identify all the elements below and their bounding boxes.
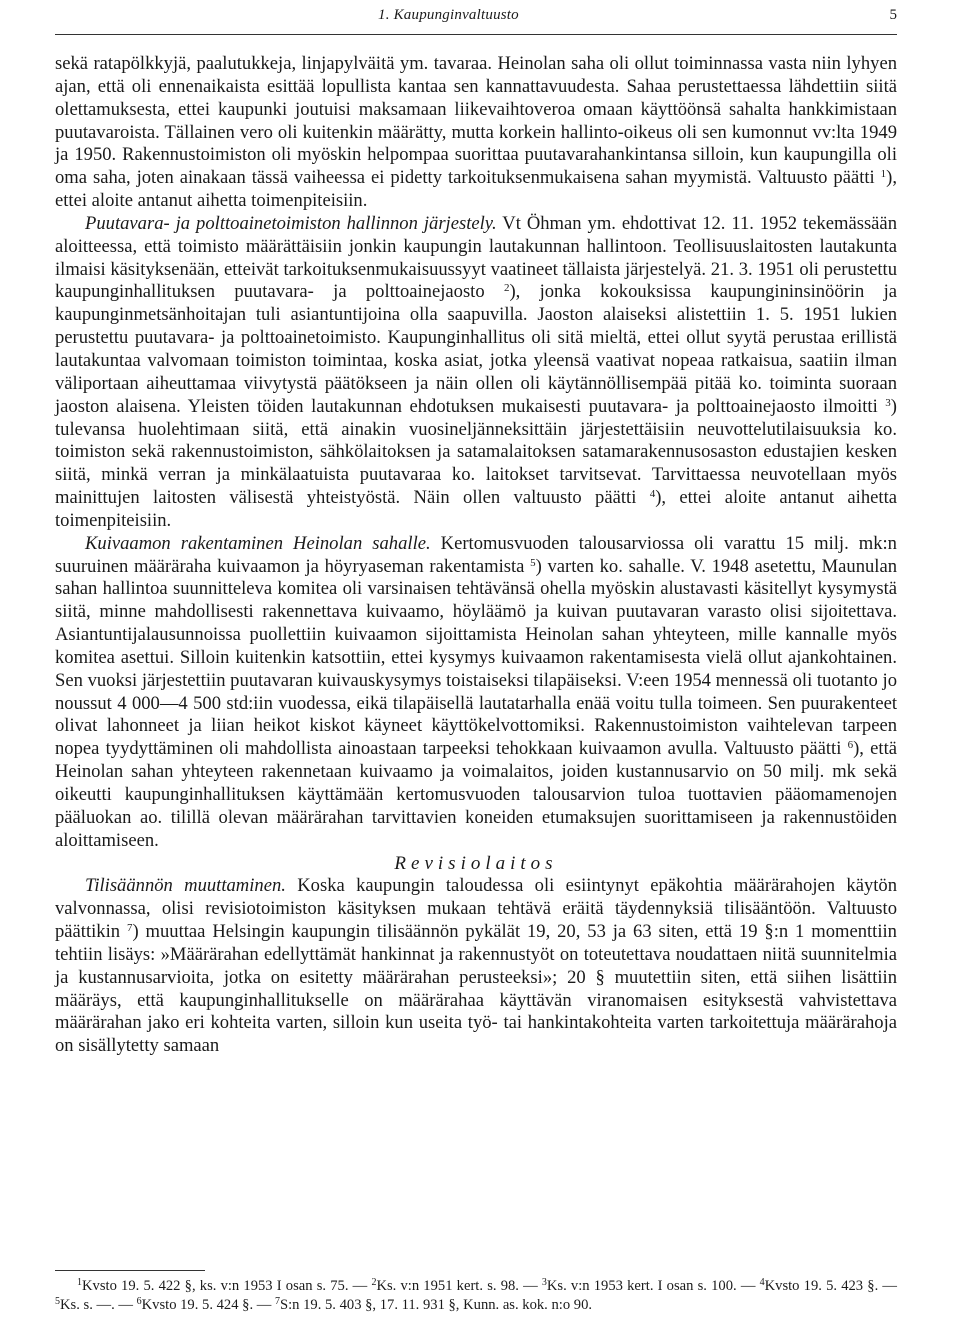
paragraph-text: Koska kaupungin taloudessa oli esiintynyt epäkohtia määrärahojen käytön valvonnassa, olisi revisiotoimiston käsityksen mukaan tehtävä eräitä täydennyksiä tilisääntöön. Valtuusto päättikin	[55, 875, 898, 943]
running-header	[55, 7, 897, 31]
footnote-text: Ks. s. —. —	[60, 1296, 137, 1313]
paragraph-heading: Kuivaamon rakentaminen Heinolan sahalle.	[85, 532, 431, 554]
paragraph-text: ) tulevansa huolehtimaan siitä, että ainakin vuosineljänneksittäin järjestettäisiin neuvottelutilaisuuksia ko. toimiston sekä rakennustoimiston, sähkölaitoksen ja satamalaitoksen satamarakennusosaston edustajien kesken siitä, minkä verran ja minkälaatuista puutavaraa ko. laitokset tarvitsevat. Tarvittaessa neuvotellaan myös mainittujen laitosten välisestä yhteistyöstä. Näin ollen valtuusto päätti	[55, 395, 897, 509]
footnote-rule	[55, 1270, 205, 1271]
paragraph-text: Vt Öhman ym. ehdottivat 12. 11. 1952 tekemässään aloitteessa, että toimisto määrättäisiin jonkin kaupungin lautakunnan hallintoon. Teollisuuslaitosten lautakunta ilmaisi käsityksenään, etteivät tarkoituksenmukaisuussyyt vaatineet tällaista järjestelyä. 21. 3. 1951 oli perustettu kaupunginhallituksen puutavara- ja polttoainejaosto	[55, 212, 897, 303]
paragraph-text: ), ettei aloite antanut aihetta toimenpiteisiin.	[55, 167, 897, 212]
page-number: 5	[889, 7, 897, 23]
footnote-text: Kvsto 19. 5. 424 §. —	[141, 1296, 275, 1313]
footnote-ref: 1	[880, 168, 887, 181]
footnote-ref: 7	[126, 922, 133, 935]
footnote-text: Ks. v:n 1953 kert. I osan s. 100. —	[546, 1278, 760, 1294]
footnote-ref: 2	[503, 282, 510, 295]
paragraph-text: ), ettei aloite antanut aihetta toimenpiteisiin.	[55, 487, 897, 531]
header-rule	[55, 34, 897, 35]
paragraph-saha	[55, 53, 897, 213]
footnote-mark: 1	[77, 1277, 82, 1288]
paragraph-kuivaamo	[55, 533, 897, 853]
body-text	[55, 53, 897, 1058]
footnote-block	[55, 1277, 897, 1314]
footnote-ref: 3	[885, 396, 891, 409]
footnote-ref: 6	[847, 739, 854, 752]
section-heading: Revisiolaitos	[394, 852, 558, 874]
footnote-mark: 2	[371, 1277, 377, 1288]
paragraph-puutavara	[55, 213, 897, 533]
footnote-text: Ks. v:n 1951 kert. s. 98. —	[376, 1278, 542, 1294]
footnote-mark: 4	[759, 1277, 765, 1288]
footnote-ref: 5	[530, 556, 536, 569]
footnote-text: S:n 19. 5. 403 §, 17. 11. 931 §, Kunn. as. kok. n:o 90.	[280, 1296, 593, 1313]
paragraph-text: sekä ratapölkkyjä, paalutukkeja, linjapylväitä ym. tavaraa. Heinolan saha oli ollut toiminnassa vasta niin lyhyen ajan, että oli ennenaikaista esittää lopullista kantaa sen kannattavuudesta. Sahaa perustettaessa lähdettiin siitä olettamuksesta, ettei kaupunki joutuisi maksamaan liikevaihtoveroa omaan käyttöönsä sahalta hankkimistaan puutavaroista. Tällainen vero oli kuitenkin määrätty, mutta korkein hallinto-oikeus oli sen kumonnut vv:lta 1949 ja 1950. Rakennustoimiston oli myöskin helpompaa suorittaa puutavarahankintansa silloin, kun kaupungilla oli oma saha, joten ainakaan tässä vaiheessa ei pidetty tarkoituksenmukaisena sahan myymistä. Valtuusto päätti	[55, 53, 897, 189]
footnote-mark: 7	[275, 1295, 280, 1307]
footnote-ref: 4	[649, 488, 656, 501]
paragraph-text: ), jonka kokouksissa kaupungininsinöörin ja kaupunginmetsänhoitajan tuli asiantuntijoina olla saapuvilla. Jaoston alaiseksi alistettiin 1. 5. 1951 lukien perustettu puutavara- ja polttoainetoimisto. Kaupunginhallitus oli sitä mieltä, ettei ollut syytä perustaa erillistä lautakuntaa valvomaan toimiston toimintaa, koska asiat, jotka yleensä vaativat nopeaa ratkaisua, saatiin ilman väliportaan aiheuttamaa viivytystä päätökseen ja näin ollen oli käytännöllisempää pitää ko. toiminta suoraan jaoston alaisena. Yleisten töiden lautakunnan ehdotuksen mukaisesti puutavara- ja polttoainejaosto ilmoitti	[55, 281, 898, 417]
paragraph-tilisaanto	[55, 875, 897, 1058]
footnote-mark: 3	[541, 1277, 547, 1288]
footnote-mark: 6	[136, 1295, 142, 1307]
footnote-text: Kvsto 19. 5. 423 §. —	[764, 1278, 897, 1294]
paragraph-text: ) muuttaa Helsingin kaupungin tilisäännön pykälät 19, 20, 53 ja 63 siten, että 19 §:n 1 momenttiin tehtiin lisäys: »Määrärahan edellyttämät hankinnat ja rakennustyöt on toteutettava noudattaen niitä suunnitelmia ja kustannusarvioita, jotka on esitetty määrärahan perusteeksi»; 20 § muutettiin siten, että siihen lisättiin määräys, että kaupunginhallitukselle on määrärahaa käyttävän viranomaisen esityksestä vahvistettava määrärahan jako eri kohteita varten, silloin kun useita työ- tai hankintakohteita varten tarkoitettuja määrärahoja on sisällytetty samaan	[55, 921, 897, 1057]
paragraph-text: ), että Heinolan sahan yhteyteen rakennetaan kuivaamo ja voimalaitos, joiden kustannusarvio on 50 milj. mk sekä oikeutti kaupunginhallituksen käyttämään kertomusvuoden talousarvion tuloa tuottavien pääomamenojen pääluokan ao. tilillä olevan määrärahan tarvittavien koneiden etumaksujen suorittamiseen ja rakennustöiden aloittamiseen.	[55, 738, 897, 851]
footnote-mark: 5	[55, 1295, 60, 1307]
footnote-text: Kvsto 19. 5. 422 §, ks. v:n 1953 I osan s. 75. —	[82, 1278, 372, 1294]
paragraph-text: Kertomusvuoden talousarviossa oli varattu 15 milj. mk:n suuruinen määräraha kuivaamon ja höyryaseman rakentamista	[55, 532, 897, 577]
running-header-title: 1. Kaupunginvaltuusto	[378, 7, 519, 23]
paragraph-text: ) varten ko. sahalle. V. 1948 asetettu, Maunulan sahan hallintoa suunnitteleva komitea oli varsinaisen tehtävänsä ohella myöskin alustavasti käsitellyt kysymystä siitä, minne mahdollisesti rakennettava kuivaamo, höyläämö ja kuivan puutavaran varasto olisi sijoitettava. Asiantuntijalausunnoissa puollettiin kuivaamon sijoittamista Heinolan sahan yhteyteen, mille kannalle myös komitea asettui. Silloin kuitenkin katsottiin, ettei kysymys kuivaamon rakentamisesta vielä ollut ajankohtainen. Sen vuoksi järjestettiin puutavaran kuivauskysymys toistaiseksi tilapäiseksi. V:een 1954 mennessä oli tuotanto jo noussut 4 000—4 500 std:iin vuodessa, eikä tilapäisellä lautatarhalla enää voitu tulla toimeen. Sen puurakenteet olivat lahonneet ja liian heikot kiskot käyneet käyttökelvottomiksi. Rakennustoimiston vaihtelevan tarpeen nopea tyydyttäminen oli mahdollista ainoastaan tarpeeksi tehokkaan kuivaamon avulla. Valtuusto päätti	[55, 555, 897, 760]
footnotes	[55, 1277, 897, 1314]
paragraph-heading: Tilisäännön muuttaminen.	[85, 875, 286, 897]
paragraph-heading: Puutavara- ja polttoainetoimiston hallinnon järjestely.	[85, 212, 497, 234]
